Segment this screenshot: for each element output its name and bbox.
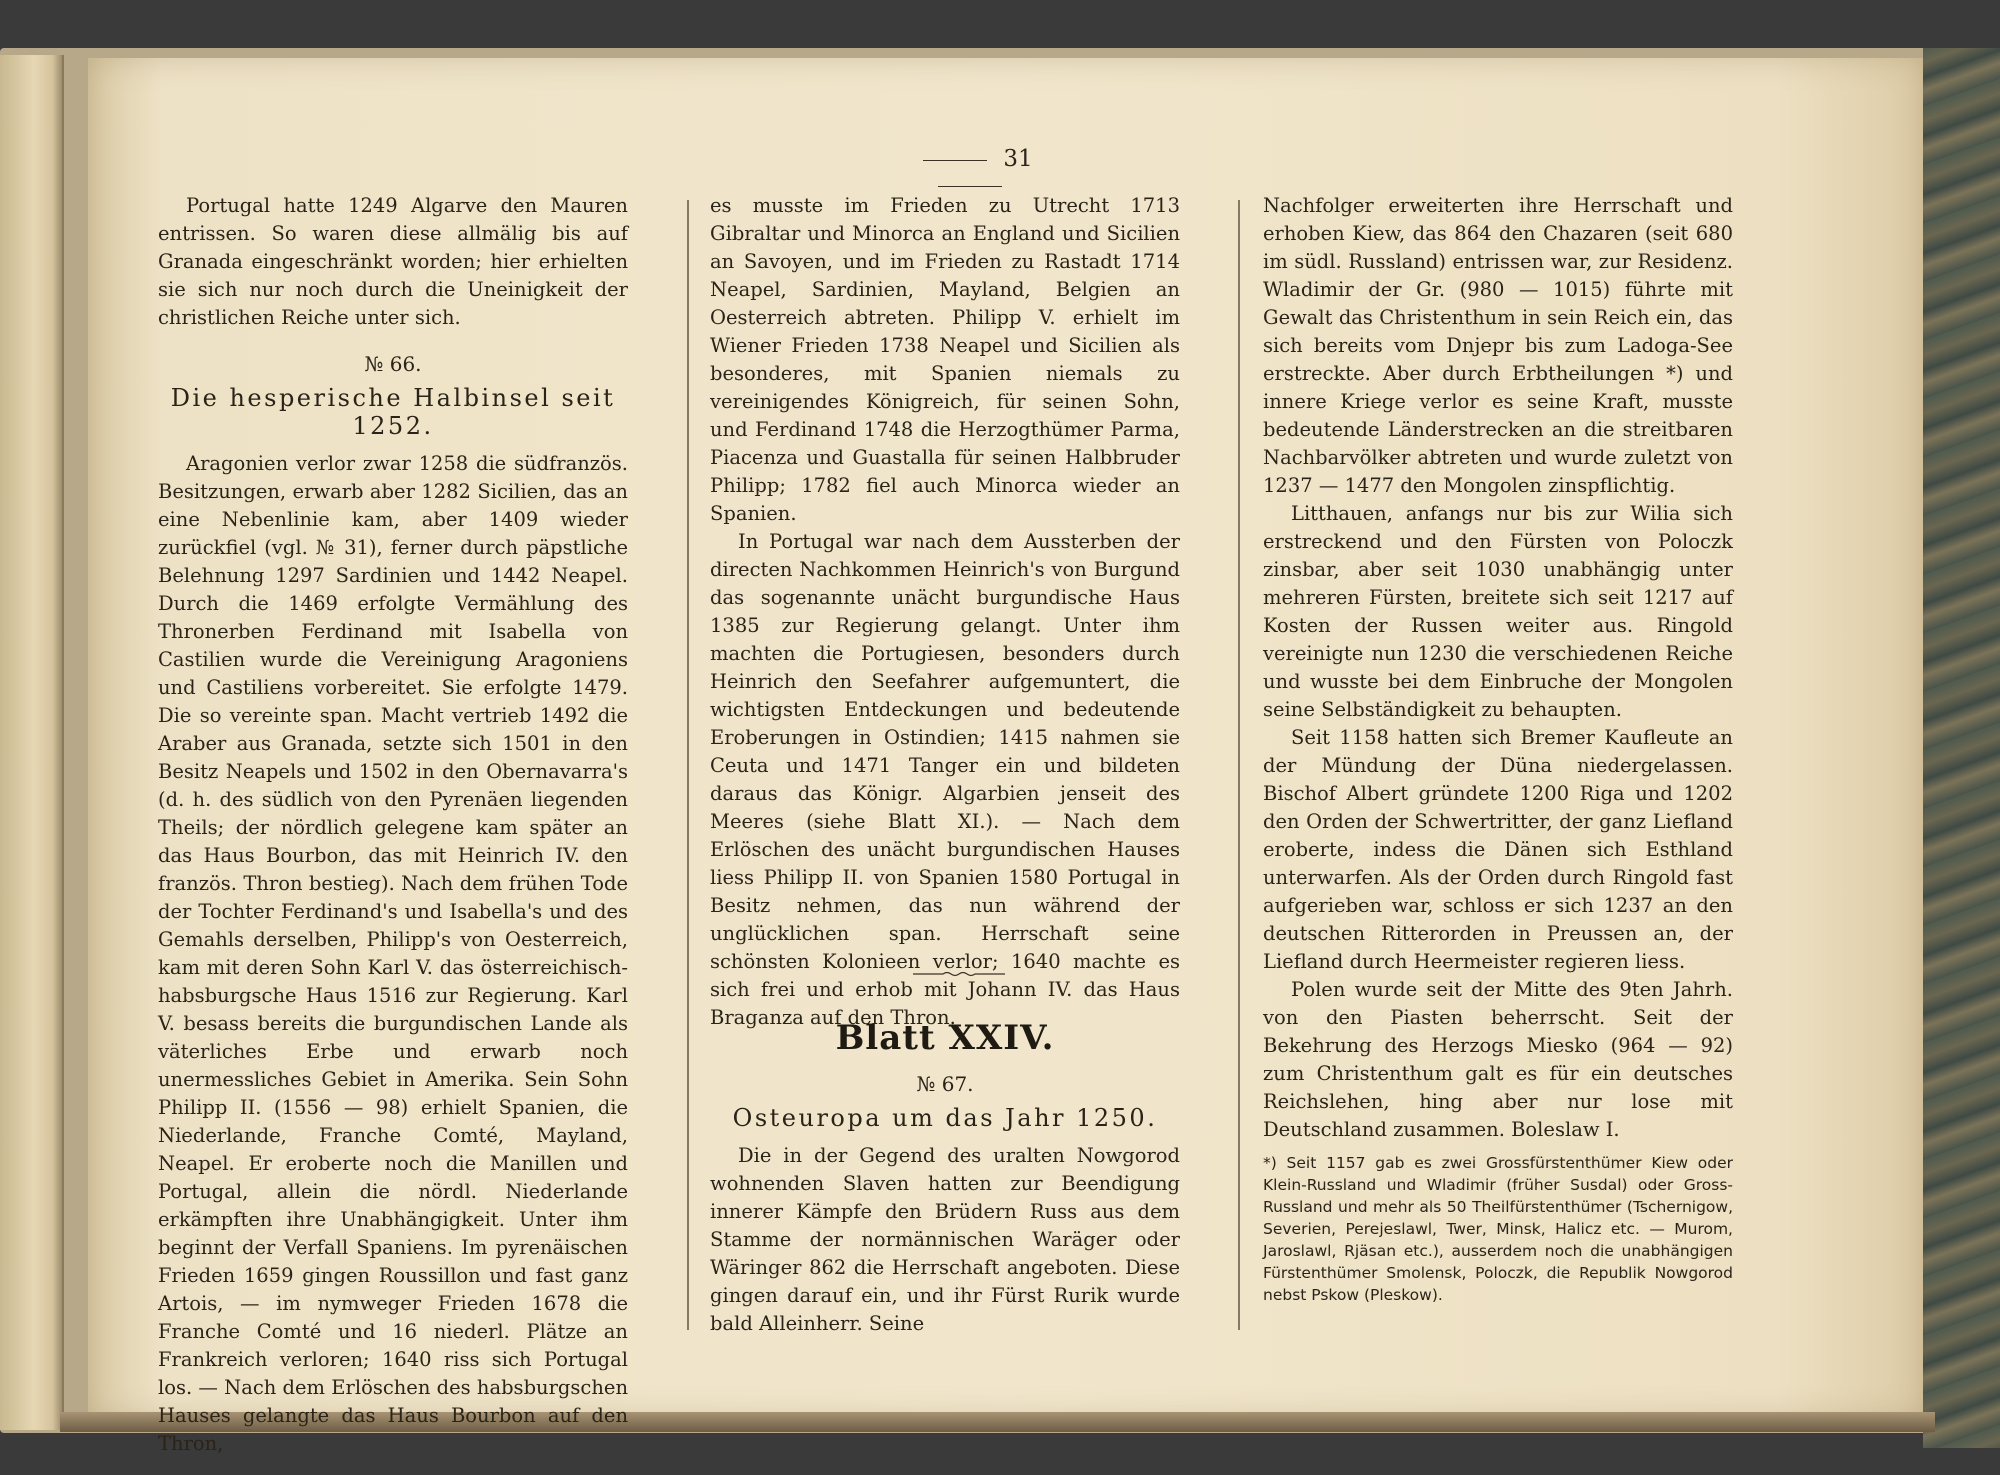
page-header (860, 146, 1080, 176)
column-3 (1263, 192, 1733, 1144)
header-rule-right (938, 186, 1002, 187)
paragraph: In Portugal war nach dem Aussterben der directen Nachkommen Heinrich's von Burgund das sogenannte unächt burgundische Haus 1385 zur Regierung gelangt. Unter ihm machten die Portugiesen, besonders durch Heinrich den Seefahrer aufgemuntert, die wichtigsten Entdeckungen und bedeutende Eroberungen in Ostindien; 1415 nahmen sie Ceuta und 1471 Tanger ein und bildeten daraus das Königr. Algarbien jenseit des Meeres (siehe Blatt XI.). — Nach dem Erlöschen des unächt burgundischen Hauses liess Philipp II. von Spanien 1580 Portugal in Besitz nehmen, das nun während der unglücklichen span. Herrschaft seine schönsten Kolonieen verlor; 1640 machte es sich frei und erhob mit Johann IV. das Haus Braganza auf den Thron. (710, 530, 1180, 1029)
paragraph: Seit 1158 hatten sich Bremer Kaufleute an der Mündung der Düna niedergelassen. Bischof Albert gründete 1200 Riga und 1202 den Orden der Schwertritter, der ganz Liefland eroberte, indess die Dänen sich Esthland unterwarfen. Als der Orden durch Ringold fast aufgerieben war, schloss er sich 1237 an den deutschen Ritterorden in Preussen an, der Liefland durch Heermeister regieren liess. (1263, 726, 1733, 973)
paragraph: Nachfolger erweiterten ihre Herrschaft und erhoben Kiew, das 864 den Chazaren (seit 680 im südl. Russland) entrissen war, zur Residenz. Wladimir der Gr. (980 — 1015) führte mit Gewalt das Christenthum in sein Reich ein, das sich bereits vom Dnjepr bis zum Ladoga-See erstreckte. Aber durch Erbtheilungen *) und innere Kriege verlor es seine Kraft, musste bedeutende Länderstrecken an die streitbaren Nachbarvölker abtreten und wurde zuletzt von 1237 — 1477 den Mongolen zinspflichtig. (1263, 194, 1733, 497)
paragraph: Polen wurde seit der Mitte des 9ten Jahrh. von den Piasten beherrscht. Seit der Bekehrung des Herzogs Miesko (964 — 92) zum Christenthum galt es für ein deutsches Reichslehen, hing aber nur lose mit Deutschland zusammen. Boleslaw I. (1263, 978, 1733, 1141)
paragraph: Litthauen, anfangs nur bis zur Wilia sich erstreckend und den Fürsten von Poloczk zinsbar, aber seit 1030 unabhängig unter mehreren Fürsten, breitete sich seit 1217 auf Kosten der Russen weiter aus. Ringold vereinigte nun 1230 die verschiedenen Reiche und wusste bei dem Einbruche der Mongolen seine Selbständigkeit zu behaupten. (1263, 502, 1733, 721)
plate-title: Blatt XXIV. (835, 1018, 1055, 1058)
header-rule-left (923, 160, 987, 161)
section-heading: Die hesperische Halbinsel seit 1252. (170, 384, 616, 440)
left-page-edge (0, 55, 64, 1430)
section-number: № 67. (916, 1072, 974, 1096)
section-heading: Osteuropa um das Jahr 1250. (732, 1104, 1158, 1132)
paragraph: es musste im Frieden zu Utrecht 1713 Gibraltar und Minorca an England und Sicilien an Savoyen, und im Frieden zu Rastadt 1714 Neapel, Sardinien, Mayland, Belgien an Oesterreich abtreten. Philipp V. erhielt im Wiener Frieden 1738 Neapel und Sicilien als besonderes, mit Spanien niemals zu vereinigendes Königreich, für seinen Sohn, und Ferdinand 1748 die Herzogthümer Parma, Piacenza und Guastalla für seinen Halbbruder Philipp; 1782 fiel auch Minorca wieder an Spanien. (710, 194, 1180, 525)
paragraph: Portugal hatte 1249 Algarve den Mauren entrissen. So waren diese allmälig bis auf Granada eingeschränkt worden; hier erhielten sie sich nur noch durch die Uneinigkeit der christlichen Reiche unter sich. (158, 194, 628, 329)
page-number: 31 (1003, 146, 1033, 172)
marbled-cover-edge (1923, 48, 2000, 1448)
footnote: *) Seit 1157 gab es zwei Grossfürstenthümer Kiew oder Klein-Russland und Wladimir (früher Susdal) oder Gross-Russland und mehr als 50 Theilfürstenthümer (Tschernigow, Severien, Perejeslawl, Twer, Minsk, Halicz etc. — Murom, Jaroslawl, Rjäsan etc.), ausserdem noch die unabhängigen Fürstenthümer Smolensk, Poloczk, die Republik Nowgorod nebst Pskow (Pleskow). (1263, 1154, 1733, 1304)
paragraph: Die in der Gegend des uralten Nowgorod wohnenden Slaven hatten zur Beendigung innerer Kämpfe den Brüdern Russ aus dem Stamme der normännischen Waräger oder Wäringer 862 die Herrschaft angeboten. Diese gingen darauf ein, und ihr Fürst Rurik wurde bald Alleinherr. Seine (710, 1144, 1180, 1335)
section-number: № 66. (364, 352, 422, 376)
column-rule-2 (1238, 200, 1240, 1330)
paragraph: Aragonien verlor zwar 1258 die südfranzös. Besitzungen, erwarb aber 1282 Sicilien, das an eine Nebenlinie kam, aber 1409 wieder zurückfiel (vgl. № 31), ferner durch päpstliche Belehnung 1297 Sardinien und 1442 Neapel. Durch die 1469 erfolgte Vermählung des Thronerben Ferdinand mit Isabella von Castilien wurde die Vereinigung Aragoniens und Castiliens vorbereitet. Sie erfolgte 1479. Die so vereinte span. Macht vertrieb 1492 die Araber aus Granada, setzte sich 1501 in den Besitz Neapels und 1502 in den Obernavarra's (d. h. des südlich von den Pyrenäen liegenden Theils; der nördlich gelegene kam später an das Haus Bourbon, das mit Heinrich IV. den französ. Thron bestieg). Nach dem frühen Tode der Tochter Ferdinand's und Isabella's und des Gemahls derselben, Philipp's von Oesterreich, kam mit deren Sohn Karl V. das österreichisch-habsburgsche Haus 1516 zur Regierung. Karl V. besass bereits die burgundischen Lande als väterliches Erbe und erwarb noch unermessliches Gebiet in Amerika. Sein Sohn Philipp II. (1556 — 98) erhielt Spanien, die Niederlande, Franche Comté, Mayland, Neapel. Er eroberte noch die Manillen und Portugal, allein die nördl. Niederlande erkämpften ihre Unabhängigkeit. Unter ihm beginnt der Verfall Spaniens. Im pyrenäischen Frieden 1659 gingen Roussillon und fast ganz Artois, — im nymweger Frieden 1678 die Franche Comté und 16 niederl. Plätze an Frankreich verloren; 1640 riss sich Portugal los. — Nach dem Erlöschen des habsburgschen Hauses gelangte das Haus Bourbon auf den Thron, (158, 452, 628, 1455)
ornamental-divider (913, 970, 1005, 978)
column-2 (710, 192, 1180, 1032)
column-2-continued (710, 1070, 1180, 1338)
column-rule-1 (687, 200, 689, 1330)
column-1 (158, 192, 628, 1458)
